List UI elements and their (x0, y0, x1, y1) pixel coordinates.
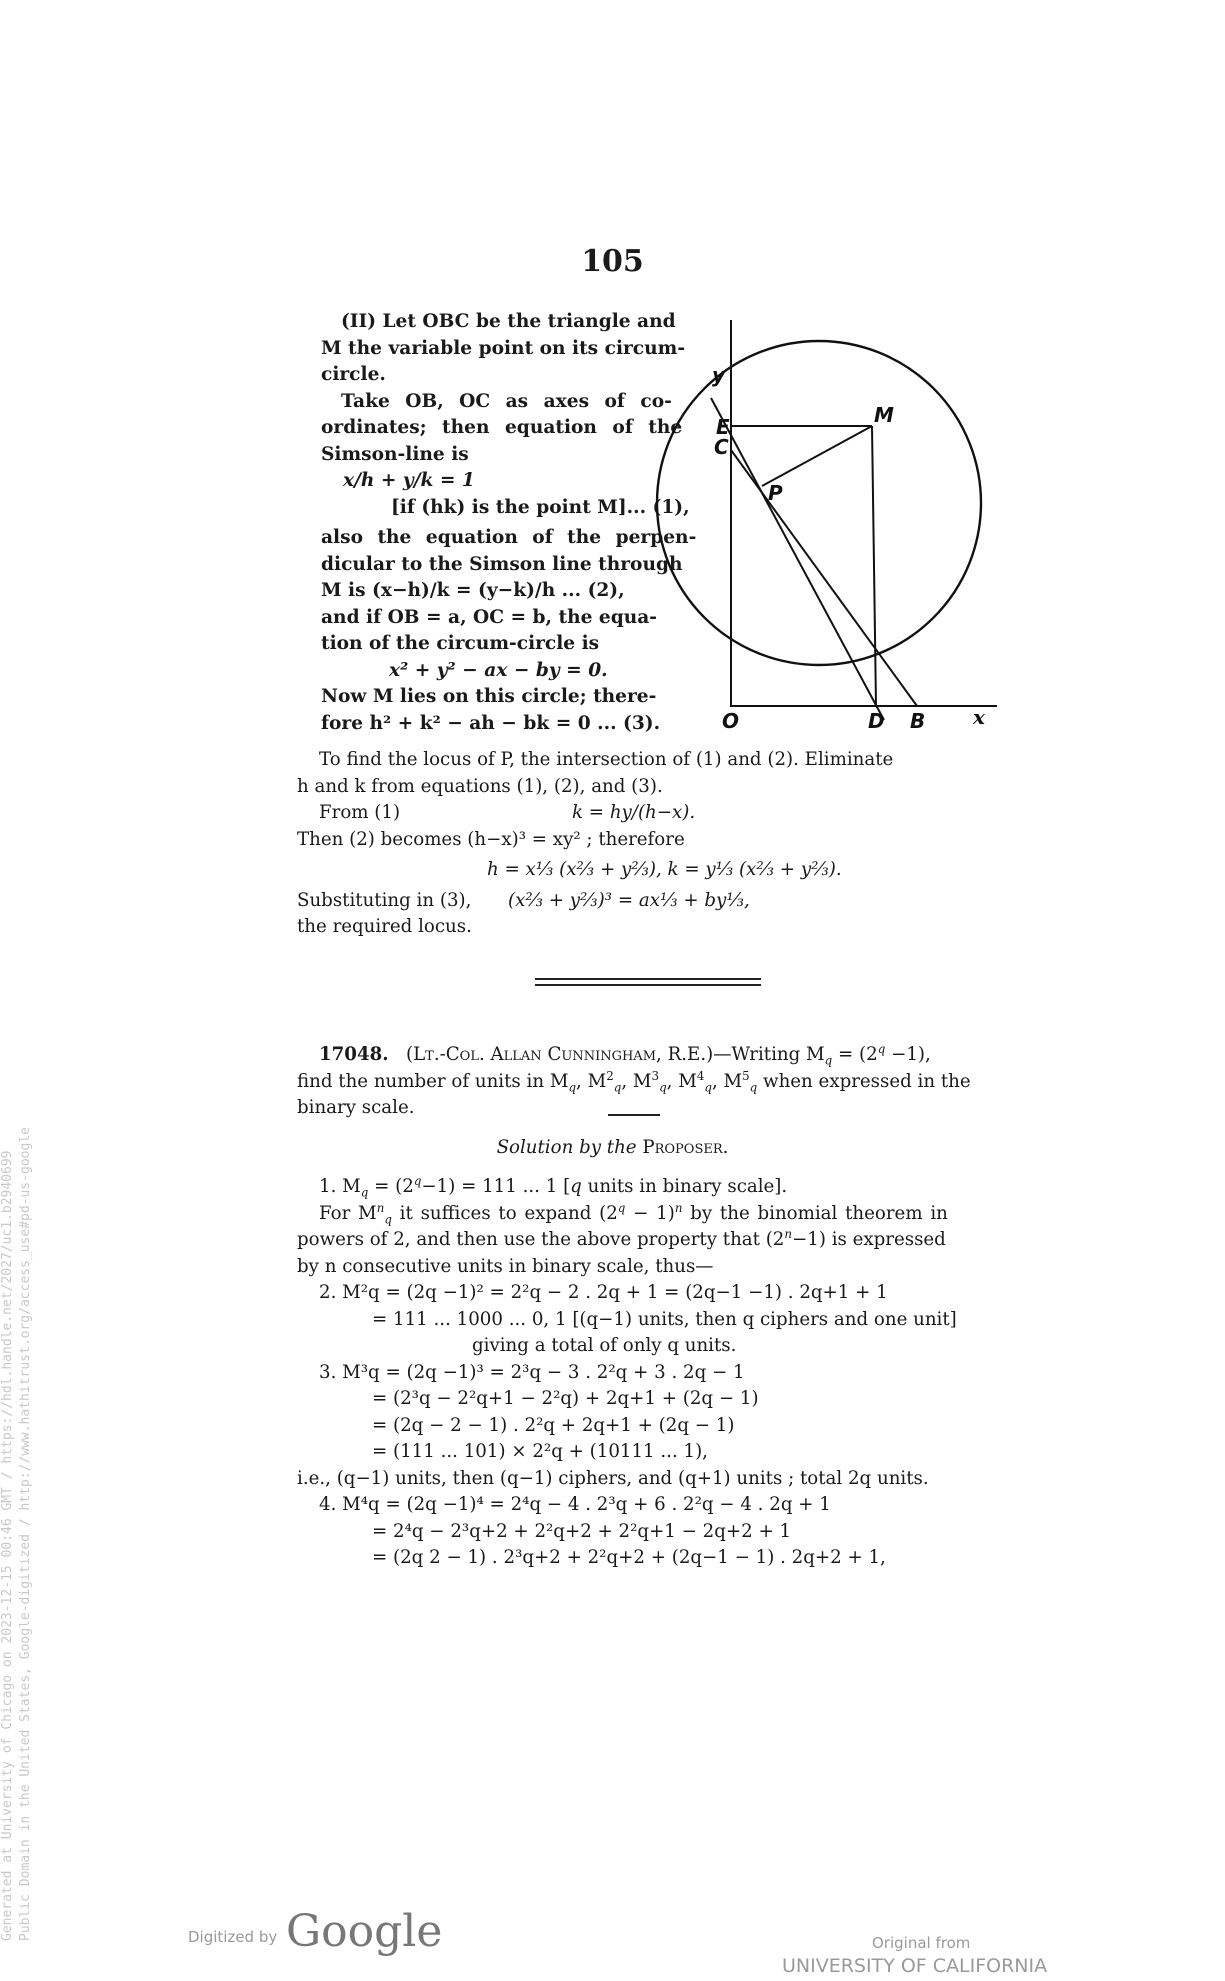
text-fragment: —Writing M (713, 1044, 825, 1065)
digitized-by: Digitized by (188, 1928, 278, 1946)
university: UNIVERSITY OF CALIFORNIA (782, 1955, 1048, 1977)
watermark-line: Public Domain in the United States, Google-digitized / http://www.hathitrust.org/access_use#pd-us-google (18, 1127, 33, 1941)
step-2-line-1: 2. M²q = (2q −1)² = 2²q − 2 . 2q + 1 = (2q−1 −1) . 2q+1 + 1 (319, 1282, 888, 1303)
text-line: (II) Let OBC be the triangle and (341, 311, 676, 332)
solution-italic: Solution by the (496, 1137, 637, 1158)
line-mp (762, 426, 872, 486)
label-y: y (712, 363, 726, 387)
problem-author: (Lt.-Col. Allan Cunningham, R.E.) (405, 1044, 714, 1065)
label-o: O (722, 709, 740, 733)
label-b: B (910, 709, 926, 733)
solution-author: Proposer. (642, 1137, 729, 1158)
text-line: Take OB, OC as axes of co- (341, 390, 672, 412)
text-line: the required locus. (297, 916, 472, 937)
locus-equation: (x⅔ + y⅔)³ = ax⅓ + by⅓, (508, 889, 750, 911)
simson-line (711, 398, 884, 720)
equation-1-note: [if (hk) is the point M]... (1), (391, 496, 690, 518)
geometry-figure (640, 300, 1020, 760)
equation-1: x/h + y/k = 1 (343, 470, 475, 491)
label-p: P (768, 481, 783, 505)
original-from: Original from (872, 1934, 971, 1952)
text-fragment: it suffices to expand (2 (391, 1202, 618, 1224)
label-c: C (714, 435, 729, 459)
text-fragment: 1. M (319, 1176, 361, 1197)
problem-statement: 17048. (Lt.-Col. Allan Cunningham, R.E.)—Writing $M_q = (2^q -1)$, find the number of units in $M_q$, $M^2_q$, $M^3_q$, $M^4_q$, $M^5_q$ when expressed in the binary scale. (297, 1042, 971, 1122)
hathitrust-watermark (0, 981, 35, 1941)
step-3-line-5: i.e., (q−1) units, then (q−1) ciphers, and (q+1) units ; total 2q units. (297, 1467, 929, 1489)
text-line: by n consecutive units in binary scale, thus— (297, 1255, 714, 1277)
step-4-line-2: = 2⁴q − 2³q+2 + 2²q+2 + 2²q+1 − 2q+2 + 1 (372, 1520, 792, 1542)
step-2-line-3: giving a total of only q units. (472, 1335, 737, 1356)
text-fragment: For M (319, 1202, 377, 1224)
label-d: D (868, 709, 885, 733)
double-rule-bottom (535, 984, 761, 986)
step-4-line-1: 4. M⁴q = (2q −1)⁴ = 2⁴q − 4 . 2³q + 6 . 2²q − 4 . 2q + 1 (319, 1494, 831, 1515)
text-fragment: −1) = 111 ... 1 [ (421, 1176, 571, 1197)
equation-2: M is (x−h)/k = (y−k)/h ... (2), (321, 580, 625, 601)
equation-3: fore h² + k² − ah − bk = 0 ... (3). (321, 712, 661, 734)
problem-number: 17048. (319, 1044, 389, 1065)
text-fragment: q (570, 1176, 582, 1197)
text-fragment: powers of 2, and then use the above property that (2 (297, 1229, 785, 1250)
step-3-line-3: = (2q − 2 − 1) . 2²q + 2q+1 + (2q − 1) (372, 1414, 735, 1436)
line-md (872, 426, 876, 706)
text-line: Simson-line is (321, 443, 469, 465)
step-3-line-1: 3. M³q = (2q −1)³ = 2³q − 3 . 2²q + 3 . 2q − 1 (319, 1361, 745, 1383)
text-line: and if OB = a, OC = b, the equa- (321, 606, 658, 628)
locus-derivation (297, 747, 893, 941)
text-line: Now M lies on this circle; there- (321, 686, 657, 707)
subscript: q (824, 1053, 833, 1068)
text-fragment: = (2 (368, 1176, 414, 1197)
step-3-line-2: = (2³q − 2²q+1 − 2²q) + 2q+1 + (2q − 1) (372, 1388, 759, 1409)
step-2-line-2: = 111 ... 1000 ... 0, 1 [(q−1) units, then q ciphers and one unit] (372, 1308, 957, 1330)
text-line: ordinates; then equation of the (321, 417, 683, 438)
solution-body: 1. $M_q = (2^q-1) = 111$ ... 1 [q units in binary scale]. For $M^n_q$ it suffices to expand $(2^q - 1)^n$ by the binomial theorem in powers of 2, and then use the above property that $(2^n-1)$ is expressed by n consecutive units in binary scale, thus— 2. M²q = (2q −1)² = 2²q − 2 . 2q + 1 = (2q−1 −1) . 2q+1 + 1 = 111 ... 1000 ... 0, 1 [(q−1) units, then q ciphers and one unit] giving a total of only q units. 3. M³q = (2q −1)³ = 2³q − 3 . 2²q + 3 . 2q − 1 = (2³q − 2²q+1 − 2²q) + 2q+1 + (2q − 1) = (2q − 2 − 1) . 2²q + 2q+1 + (2q − 1) = (111 ... 101) × 2²q + (10111 ... 1), i.e., (q−1) units, then (q−1) ciphers, and (q+1) units ; total 2q units. 4. M⁴q = (2q −1)⁴ = 2⁴q − 4 . 2³q + 6 . 2²q − 4 . 2q + 1 = 2⁴q − 2³q+2 + 2²q+2 + 2²q+1 − 2q+2 + 1 = (2q 2 − 1) . 2³q+2 + 2²q+2 + (2q−1 − 1) . 2q+2 + 1, (297, 1174, 957, 1572)
text-line: circle. (321, 364, 386, 385)
text-fragment: find the number of units in M (297, 1070, 569, 1092)
label-e: E (716, 415, 730, 439)
text-line: dicular to the Simson line through (321, 553, 683, 575)
text-line: h and k from equations (1), (2), and (3). (297, 775, 663, 797)
google-logo: Google (286, 1906, 443, 1957)
circle-equation: x² + y² − ax − by = 0. (389, 659, 608, 681)
hk-equation: h = x⅓ (x⅔ + y⅔), k = y⅓ (x⅔ + y⅔). (487, 859, 842, 880)
label-x: x (973, 705, 985, 729)
text-fragment: units in binary scale]. (581, 1176, 788, 1197)
line-cb (731, 450, 917, 706)
substituting-label: Substituting in (3), (297, 889, 472, 911)
text-line: tion of the circum-circle is (321, 633, 600, 654)
from-label: From (1) (319, 802, 401, 823)
text-fragment: when expressed in the (757, 1070, 971, 1092)
label-m: M (874, 403, 894, 427)
text-fragment: − 1) (625, 1202, 675, 1224)
short-rule (608, 1114, 660, 1116)
circumcircle (657, 341, 981, 665)
text-fragment: by the binomial theorem in (682, 1202, 948, 1224)
page-number: 105 (581, 244, 644, 279)
solution-heading (0, 1135, 1225, 1162)
from-equation: k = hy/(h−x). (572, 802, 696, 823)
watermark-line: Generated at University of Chicago on 2023-12-15 00:46 GMT / https://hdl.handle.net/2027/uc1.b2940699 (0, 1150, 15, 1941)
text-line: also the equation of the perpen- (321, 527, 697, 548)
step-4-line-3: = (2q 2 − 1) . 2³q+2 + 2²q+2 + (2q−1 − 1) . 2q+2 + 1, (372, 1547, 886, 1568)
double-rule-top (535, 978, 761, 980)
text-line: binary scale. (297, 1097, 415, 1118)
step-3-line-4: = (111 ... 101) × 2²q + (10111 ... 1), (372, 1441, 708, 1462)
text-fragment: −1), (885, 1044, 931, 1065)
superscript: q (877, 1041, 886, 1056)
text-line: M the variable point on its circum- (321, 337, 686, 359)
then-line: Then (2) becomes (h−x)³ = xy² ; therefore (297, 828, 685, 850)
text-fragment: −1) is expressed (792, 1229, 946, 1250)
subscript: q (568, 1080, 577, 1095)
text-fragment: = (2 (832, 1044, 878, 1065)
text-line: To find the locus of P, the intersection of (1) and (2). Eliminate (319, 749, 894, 770)
